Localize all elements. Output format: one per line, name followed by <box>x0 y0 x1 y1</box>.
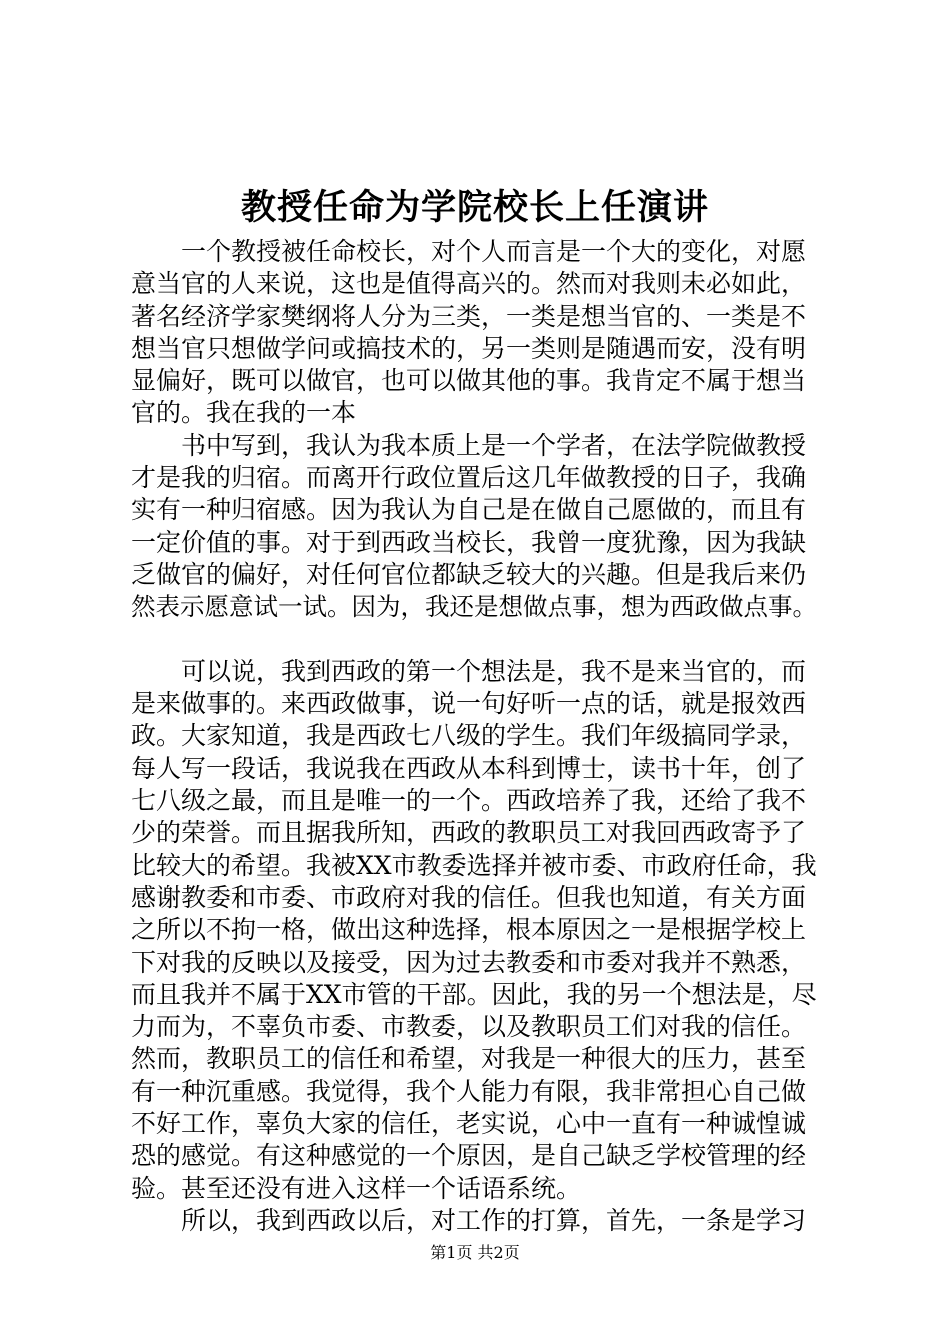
body-text-line: 然表示愿意试一试。因为，我还是想做点事，想为西政做点事。 <box>131 592 817 622</box>
body-text-line: 乏做官的偏好，对任何官位都缺乏较大的兴趣。但是我后来仍 <box>131 559 807 589</box>
body-text-line: 一定价值的事。对于到西政当校长，我曾一度犹豫，因为我缺 <box>131 527 807 557</box>
body-text-line: 显偏好，既可以做官，也可以做其他的事。我肯定不属于想当 <box>131 366 807 396</box>
body-text-line: 可以说，我到西政的第一个想法是，我不是来当官的，而 <box>181 656 807 686</box>
body-text-line: 验。甚至还没有进入这样一个话语系统。 <box>131 1173 582 1203</box>
body-text-line: 所以，我到西政以后，对工作的打算，首先，一条是学习 <box>181 1205 807 1235</box>
body-text-line: 下对我的反映以及接受，因为过去教委和市委对我并不熟悉， <box>131 947 807 977</box>
body-text-line: 然而，教职员工的信任和希望，对我是一种很大的压力，甚至 <box>131 1044 807 1074</box>
body-text-line: 恐的感觉。有这种感觉的一个原因，是自己缺乏学校管理的经 <box>131 1141 807 1171</box>
body-text-line: 才是我的归宿。而离开行政位置后这几年做教授的日子，我确 <box>131 463 807 493</box>
body-text-line: 想当官只想做学问或搞技术的，另一类则是随遇而安，没有明 <box>131 333 807 363</box>
blank-line <box>131 624 821 656</box>
body-text-line: 著名经济学家樊纲将人分为三类，一类是想当官的、一类是不 <box>131 301 807 331</box>
body-text-line: 力而为，不辜负市委、市教委，以及教职员工们对我的信任。 <box>131 1012 807 1042</box>
body-text-line: 政。大家知道，我是西政七八级的学生。我们年级搞同学录， <box>131 721 807 751</box>
body-text-line: 而且我并不属于XX市管的干部。因此，我的另一个想法是，尽 <box>131 979 817 1009</box>
body-text-line: 一个教授被任命校长，对个人而言是一个大的变化，对愿 <box>181 237 807 266</box>
document-title: 教授任命为学院校长上任演讲 <box>240 187 709 228</box>
body-text-line: 感谢教委和市委、市政府对我的信任。但我也知道，有关方面 <box>131 882 807 912</box>
body-text-line: 书中写到，我认为我本质上是一个学者，在法学院做教授 <box>181 430 807 460</box>
body-text-line: 是来做事的。来西政做事，说一句好听一点的话，就是报效西 <box>131 689 807 719</box>
document-body <box>131 236 821 1237</box>
body-text-line: 不好工作，辜负大家的信任，老实说，心中一直有一种诚惶诚 <box>131 1109 807 1139</box>
body-text-line: 比较大的希望。我被XX市教委选择并被市委、市政府任命，我 <box>131 850 817 880</box>
body-text-line: 少的荣誉。而且据我所知，西政的教职员工对我回西政寄予了 <box>131 818 807 848</box>
body-text-line: 意当官的人来说，这也是值得高兴的。然而对我则未必如此， <box>131 269 807 299</box>
page-footer: 第1页 共2页 <box>430 1243 520 1262</box>
body-text-line: 官的。我在我的一本 <box>131 398 357 428</box>
body-text-line: 七八级之最，而且是唯一的一个。西政培养了我，还给了我不 <box>131 786 807 816</box>
body-text-line: 每人写一段话，我说我在西政从本科到博士，读书十年，创了 <box>131 753 807 783</box>
body-text-line: 实有一种归宿感。因为我认为自己是在做自己愿做的，而且有 <box>131 495 807 525</box>
body-text-line: 之所以不拘一格，做出这种选择，根本原因之一是根据学校上 <box>131 915 807 945</box>
body-text-line: 有一种沉重感。我觉得，我个人能力有限，我非常担心自己做 <box>131 1076 807 1106</box>
